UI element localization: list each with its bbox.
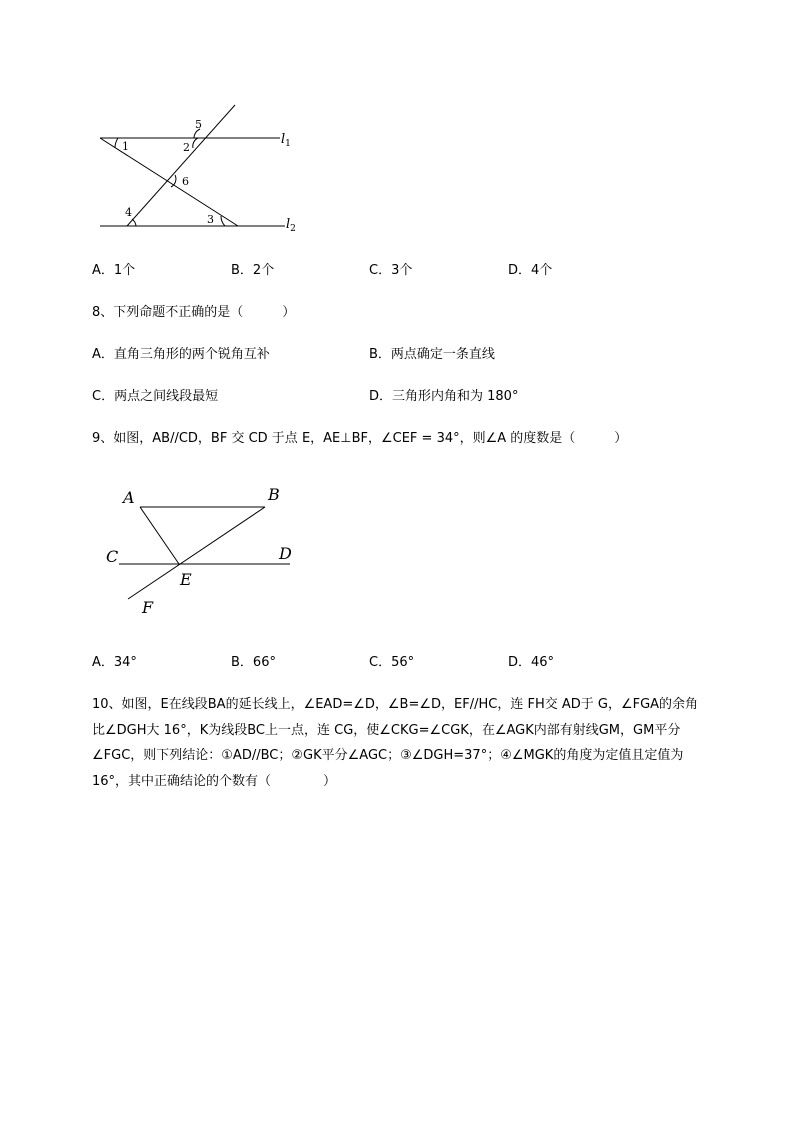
- angle-label-4: 4: [125, 206, 132, 219]
- q8-option-c: C．两点之间线段最短: [92, 389, 219, 404]
- line-label-l2: $l_2$: [286, 217, 296, 234]
- point-label-d: D: [279, 544, 292, 563]
- q9-option-b: B．66°: [231, 655, 276, 670]
- angle-label-6: 6: [182, 175, 189, 188]
- q9-option-a: A．34°: [92, 655, 137, 670]
- q8-option-b: B．两点确定一条直线: [369, 347, 495, 362]
- q7-option-d: D．4个: [508, 263, 553, 278]
- angle-arc-4: [132, 219, 136, 226]
- line-bf: [128, 507, 265, 599]
- angle-arc-6: [171, 175, 176, 187]
- point-label-f: F: [142, 598, 154, 617]
- q9-figure: [100, 478, 310, 623]
- q7-option-b: B．2个: [231, 263, 275, 278]
- segment-ae: [140, 507, 179, 564]
- parallel-lines-figure: [90, 100, 320, 240]
- angle-arc-2: [193, 138, 198, 148]
- q10-line-1: 10、如图，E在线段BA的延长线上，∠EAD=∠D，∠B=∠D，EF//HC，连 FH交 AD于 G，∠FGA的余角: [92, 697, 699, 712]
- point-label-a: A: [123, 488, 135, 507]
- angle-arc-1: [115, 138, 118, 148]
- point-label-b: B: [268, 485, 280, 504]
- q7-option-a: A．1个: [92, 263, 136, 278]
- angle-label-2: 2: [183, 141, 190, 154]
- q10-line-2: 比∠DGH大 16°，K为线段BC上一点，连 CG，使∠CKG=∠CGK，在∠AGK内部有射线GM，GM平分: [92, 722, 681, 738]
- angle-label-1: 1: [122, 140, 129, 153]
- q8-option-d: D．三角形内角和为 180°: [369, 389, 519, 404]
- q8-stem: 8、下列命题不正确的是（ ）: [92, 305, 296, 320]
- q8-option-a: A．直角三角形的两个锐角互补: [92, 347, 270, 362]
- point-label-e: E: [180, 570, 192, 589]
- q7-option-c: C．3个: [369, 263, 413, 278]
- q10-line-3: ∠FGC，则下列结论：①AD//BC；②GK平分∠AGC；③∠DGH=37°；④∠MGK的角度为定值且定值为: [92, 748, 684, 763]
- angle-label-3: 3: [207, 213, 214, 226]
- transversal-1: [100, 138, 238, 226]
- q10-stem: [92, 692, 742, 794]
- angle-label-5: 5: [195, 118, 202, 131]
- q10-line-4: 16°，其中正确结论的个数有（ ）: [92, 773, 337, 789]
- line-label-l1: $l_1$: [281, 132, 291, 149]
- q9-stem: 9、如图，AB//CD，BF 交 CD 于点 E，AE⊥BF，∠CEF = 34°，则∠A 的度数是（ ）: [92, 431, 628, 446]
- point-label-c: C: [106, 547, 119, 566]
- q9-option-d: D．46°: [508, 655, 555, 670]
- q9-option-c: C．56°: [369, 655, 415, 670]
